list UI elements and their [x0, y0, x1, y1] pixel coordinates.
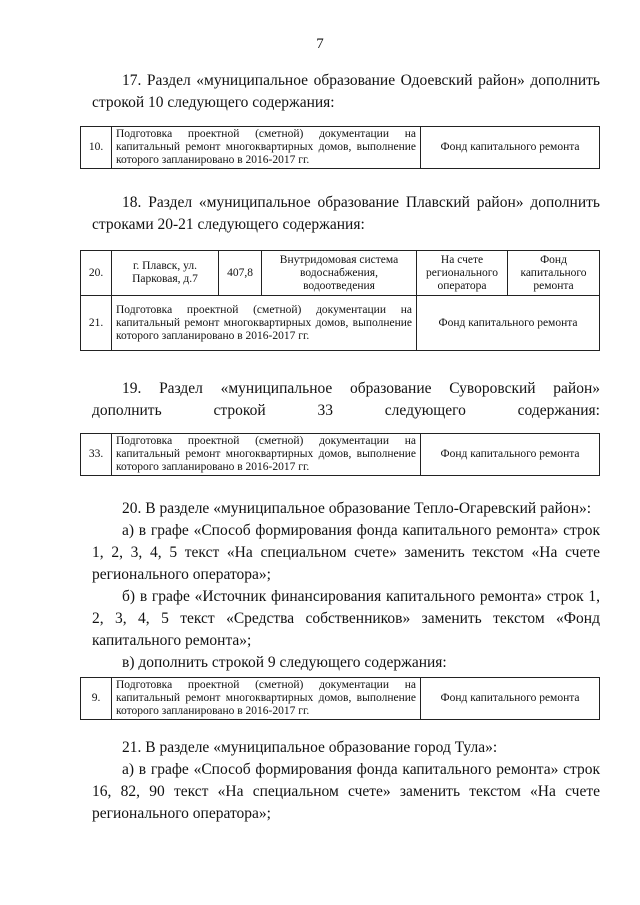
row-method: На счете регионального оператора — [417, 251, 508, 296]
row-description: Подготовка проектной (сметной) документации на капитальный ремонт многоквартирных домов, выполнение которого запланировано в 2016-2017 гг. — [112, 127, 421, 169]
paragraph-item-19: 19. Раздел «муниципальное образование Суворовский район» дополнить строкой 33 следующего содержания: — [92, 380, 600, 419]
table-row — [81, 127, 600, 169]
table-plavsk — [80, 250, 600, 351]
row-description: Подготовка проектной (сметной) документации на капитальный ремонт многоквартирных домов, выполнение которого запланировано в 2016-2017 гг. — [112, 434, 421, 476]
row-number: 33. — [81, 434, 112, 476]
row-fund: Фонд капитального ремонта — [421, 434, 600, 476]
paragraph-item-20: 20. В разделе «муниципальное образование Тепло-Огаревский район»: — [122, 500, 592, 517]
table-row — [81, 434, 600, 476]
row-number: 9. — [81, 678, 112, 720]
paragraph-item-20-a: а) в графе «Способ формирования фонда капитального ремонта» строк 1, 2, 3, 4, 5 текст «На специальном счете» заменить текстом «На счете регионального оператора»; — [92, 522, 600, 583]
table-row — [81, 678, 600, 720]
table-row — [81, 296, 600, 351]
paragraph-item-18: 18. Раздел «муниципальное образование Плавский район» дополнить строками 20-21 следующего содержания: — [92, 194, 600, 233]
row-number: 20. — [81, 251, 112, 296]
row-address: г. Плавск, ул. Парковая, д.7 — [112, 251, 219, 296]
table-teplo-ogarevsky — [80, 677, 600, 720]
row-description: Подготовка проектной (сметной) документации на капитальный ремонт многоквартирных домов, выполнение которого запланировано в 2016-2017 гг. — [112, 296, 417, 351]
row-area: 407,8 — [219, 251, 262, 296]
row-fund: Фонд капитального ремонта — [421, 127, 600, 169]
table-odoevsky — [80, 126, 600, 169]
row-description: Подготовка проектной (сметной) документации на капитальный ремонт многоквартирных домов, выполнение которого запланировано в 2016-2017 гг. — [112, 678, 421, 720]
paragraph-item-17: 17. Раздел «муниципальное образование Одоевский район» дополнить строкой 10 следующего содержания: — [92, 72, 600, 111]
row-number: 21. — [81, 296, 112, 351]
row-fund: Фонд капитального ремонта — [508, 251, 600, 296]
row-number: 10. — [81, 127, 112, 169]
table-row — [81, 251, 600, 296]
row-fund: Фонд капитального ремонта — [421, 678, 600, 720]
paragraph-item-21: 21. В разделе «муниципальное образование город Тула»: — [122, 739, 498, 756]
row-work: Внутридомовая система водоснабжения, водоотведения — [262, 251, 417, 296]
paragraph-item-20-b: б) в графе «Источник финансирования капитального ремонта» строк 1, 2, 3, 4, 5 текст «Средства собственников» заменить текстом «Фонд капитального ремонта»; — [92, 588, 600, 649]
paragraph-item-21-a: а) в графе «Способ формирования фонда капитального ремонта» строк 16, 82, 90 текст «На специальном счете» заменить текстом «На счете регионального оператора»; — [92, 761, 600, 822]
page-number: 7 — [316, 36, 324, 52]
row-fund: Фонд капитального ремонта — [417, 296, 600, 351]
paragraph-item-20-c: в) дополнить строкой 9 следующего содержания: — [122, 654, 447, 671]
table-suvorovsky — [80, 433, 600, 476]
